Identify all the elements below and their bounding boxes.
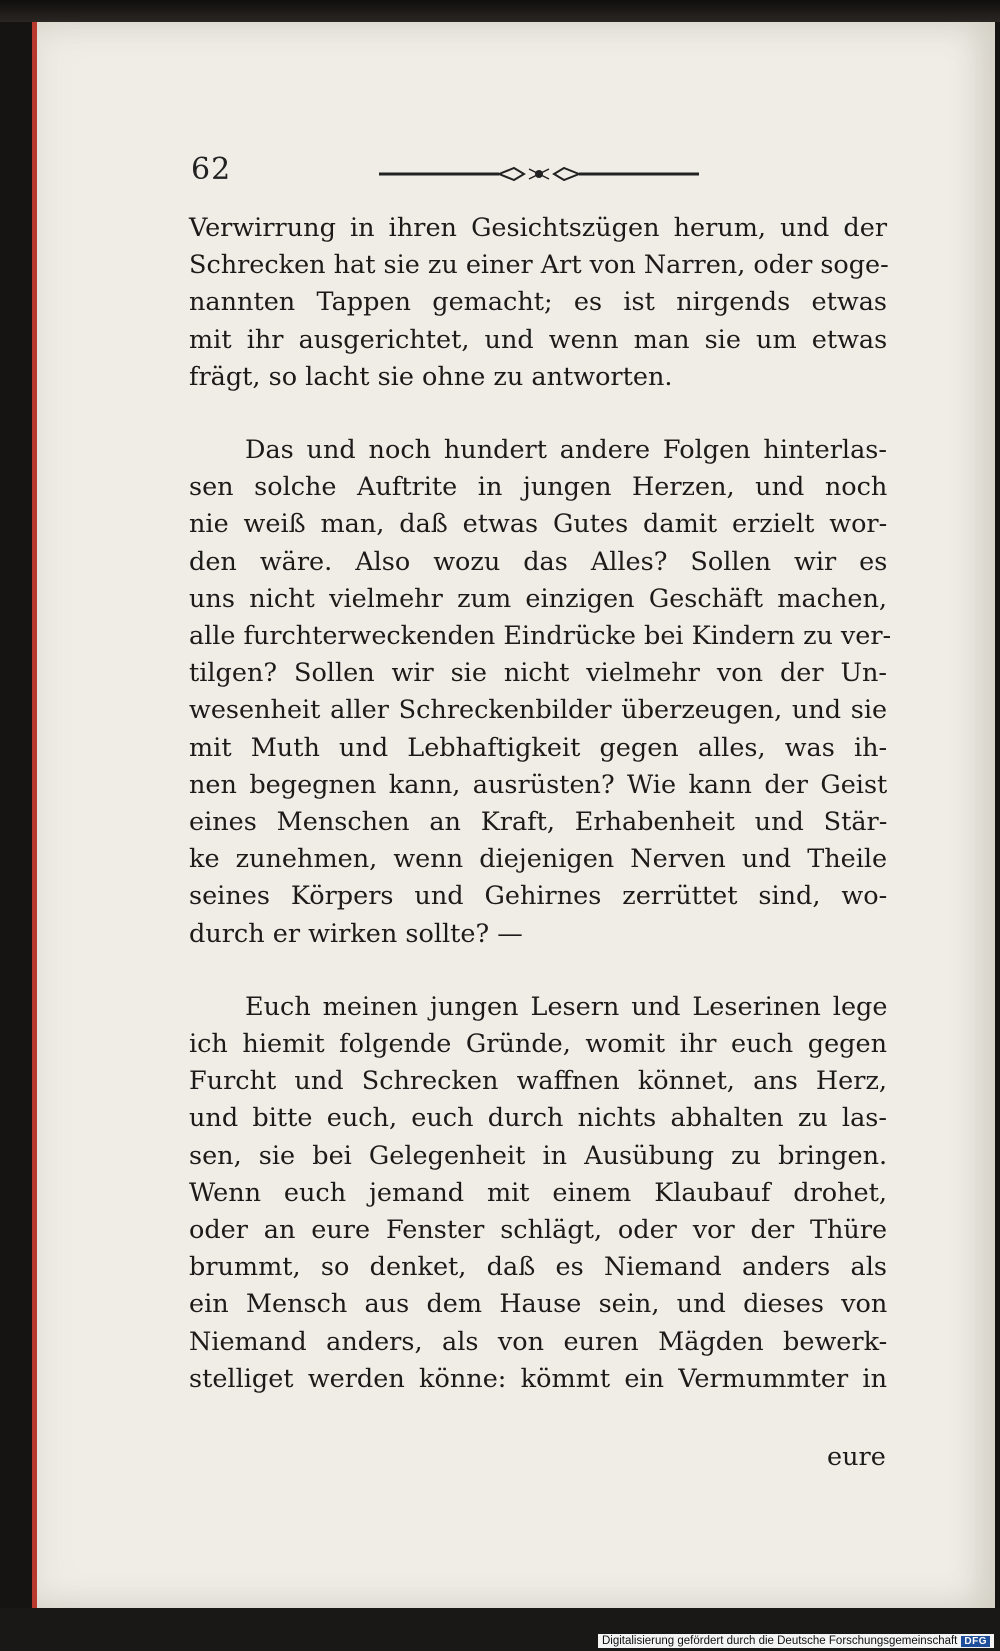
text-line: ke zunehmen, wenn diejenigen Nerven und Theile: [189, 844, 888, 875]
text-line: Wenn euch jemand mit einem Klaubauf drohet,: [189, 1177, 887, 1208]
text-line: uns nicht vielmehr zum einzigen Geschäft machen,: [189, 583, 887, 614]
text-line: alle furchterweckenden Eindrücke bei Kindern zu ver-: [189, 621, 892, 652]
text-line: nannten Tappen gemacht; es ist nirgends etwas: [189, 287, 887, 318]
text-line: Schrecken hat sie zu einer Art von Narren, oder soge-: [189, 250, 889, 281]
paragraph-1: [189, 210, 887, 396]
text-line: oder an eure Fenster schlägt, oder vor der Thüre: [189, 1215, 888, 1246]
text-line: Niemand anders, als von euren Mägden bewerk-: [189, 1326, 888, 1357]
text-line: nie weiß man, daß etwas Gutes damit erzielt wor-: [189, 509, 888, 540]
text-line: mit ihr ausgerichtet, und wenn man sie um etwas: [189, 324, 888, 355]
text-line: mit Muth und Lebhaftigkeit gegen alles, was ih-: [189, 732, 888, 763]
text-line: tilgen? Sollen wir sie nicht vielmehr von der Un-: [189, 658, 887, 689]
text-line: eines Menschen an Kraft, Erhabenheit und Stär-: [189, 807, 888, 838]
text-line: stelliget werden könne: kömmt ein Vermummter in: [189, 1363, 887, 1394]
dfg-logo-icon: DFG: [961, 1636, 990, 1647]
text-line: ich hiemit folgende Gründe, womit ihr euch gegen: [189, 1029, 887, 1060]
text-line: Das und noch hundert andere Folgen hinterlas-: [245, 435, 887, 466]
text-line: den wäre. Also wozu das Alles? Sollen wir es: [189, 546, 888, 577]
text-line: Euch meinen jungen Lesern und Leserinen lege: [245, 991, 888, 1022]
text-line: ein Mensch aus dem Hause sein, und dieses von: [189, 1289, 888, 1320]
book-page: [32, 22, 995, 1608]
text-line: Verwirrung in ihren Gesichtszügen herum, und der: [189, 213, 888, 243]
text-line: durch er wirken sollte? —: [189, 918, 523, 949]
text-line: wesenheit aller Schreckenbilder überzeugen, und sie: [189, 695, 888, 726]
footer-bar: [0, 1608, 1000, 1651]
scan-edge-top: [0, 0, 1000, 22]
text-line: seines Körpers und Gehirnes zerrüttet sind, wo-: [189, 881, 888, 912]
text-line: und bitte euch, euch durch nichts abhalten zu las-: [189, 1103, 887, 1134]
text-line: sen, sie bei Gelegenheit in Ausübung zu bringen.: [189, 1140, 888, 1171]
text-line: Furcht und Schrecken waffnen könnet, ans Herz,: [189, 1066, 887, 1097]
ornament-rule: [379, 166, 699, 182]
page-number: 62: [191, 152, 232, 187]
paragraph-2: [189, 432, 892, 953]
text-line: nen begegnen kann, ausrüsten? Wie kann der Geist: [189, 769, 888, 800]
text-line: frägt, so lacht sie ohne zu antworten.: [189, 361, 673, 392]
digitization-credit: [598, 1634, 994, 1648]
credit-text: Digitalisierung gefördert durch die Deutsche Forschungsgemeinschaft: [601, 1635, 958, 1647]
catchword: eure: [827, 1442, 886, 1472]
text-line: brummt, so denket, daß es Niemand anders als: [189, 1252, 887, 1283]
body-text: [189, 210, 892, 1398]
text-line: sen solche Auftrite in jungen Herzen, und noch: [189, 472, 888, 503]
paragraph-3: [189, 989, 887, 1398]
